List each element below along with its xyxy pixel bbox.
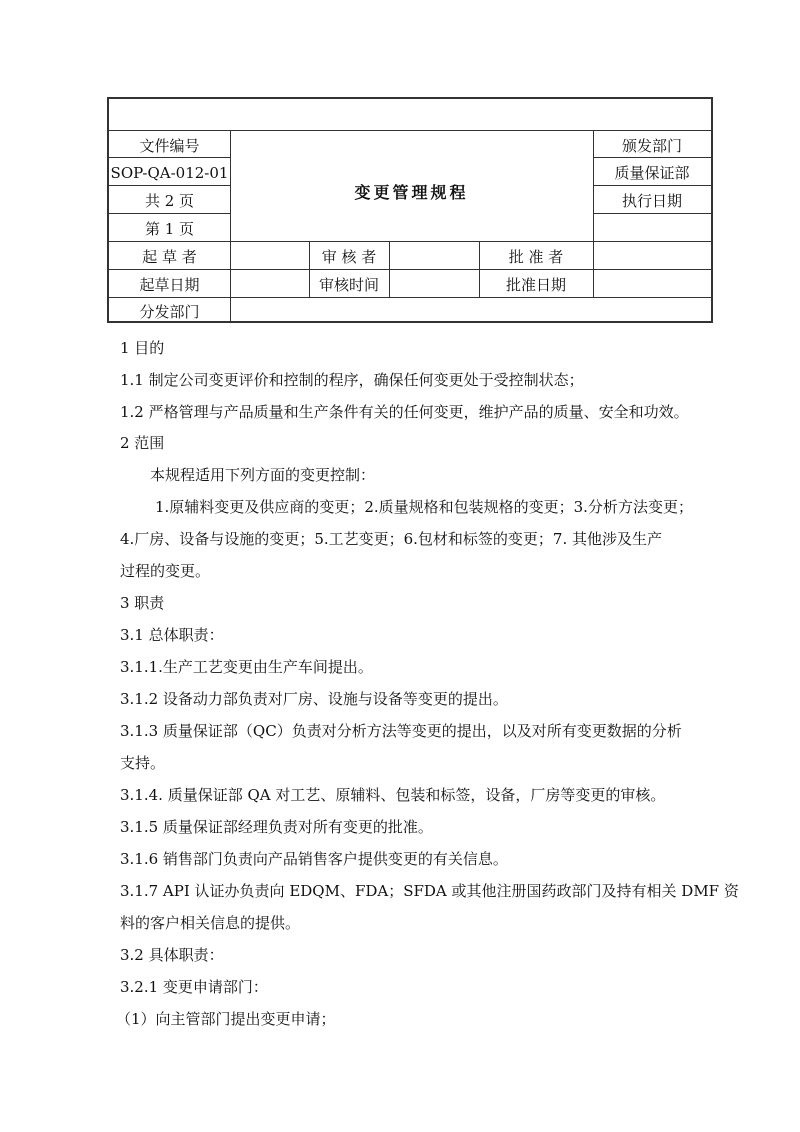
section-heading: 3 职责	[120, 594, 165, 612]
paragraph-line: 过程的变更。	[120, 562, 211, 580]
col-divider	[593, 130, 594, 297]
total-pages: 共 2 页	[144, 192, 195, 210]
subsection-heading: 3.1 总体职责：	[120, 626, 224, 644]
section-heading: 1 目的	[120, 339, 165, 357]
paragraph-line: 3.1.6 销售部门负责向产品销售客户提供变更的有关信息。	[120, 850, 508, 868]
reviewer-label: 审 核 者	[321, 248, 377, 266]
effective-date-label: 执行日期	[621, 192, 682, 210]
paragraph-line: （1）向主管部门提出变更申请；	[116, 1010, 336, 1028]
col-divider	[389, 241, 390, 297]
document-title: 变更管理规程	[354, 183, 469, 202]
paragraph-line: 料的客户相关信息的提供。	[120, 914, 301, 932]
paragraph-line: 3.1.5 质量保证部经理负责对所有变更的批准。	[120, 818, 433, 836]
header-table	[107, 97, 713, 323]
approve-date-label: 批准日期	[505, 276, 566, 294]
row-divider	[109, 269, 711, 270]
paragraph-line: 1.2 严格管理与产品质量和生产条件有关的任何变更，维护产品的质量、安全和功效。	[120, 403, 689, 421]
draft-date-label: 起草日期	[139, 276, 200, 294]
section-heading: 2 范围	[120, 434, 165, 452]
col-divider	[230, 130, 231, 321]
page-number: 第 1 页	[144, 220, 195, 238]
paragraph-line: 支持。	[120, 754, 166, 772]
paragraph-line: 3.1.2 设备动力部负责对厂房、设施与设备等变更的提出。	[120, 690, 508, 708]
doc-no-value: SOP-QA-012-01	[110, 164, 229, 182]
paragraph-line: 4.厂房、设备与设施的变更；5.工艺变更；6.包材和标签的变更；7. 其他涉及生产	[120, 530, 663, 548]
row-divider	[109, 157, 230, 158]
distribution-label: 分发部门	[139, 303, 200, 321]
paragraph-line: 3.1.3 质量保证部（QC）负责对分析方法等变更的提出，以及对所有变更数据的分析	[120, 722, 682, 740]
paragraph-line: 1.1 制定公司变更评价和控制的程序，确保任何变更处于受控制状态；	[120, 371, 584, 389]
issuing-dept-value: 质量保证部	[614, 164, 690, 182]
row-divider	[109, 185, 230, 186]
row-divider	[593, 185, 711, 186]
paragraph-line: 1.原辅料变更及供应商的变更；2.质量规格和包装规格的变更；3.分析方法变更；	[155, 498, 693, 516]
row-divider	[593, 213, 711, 214]
paragraph-line: 3.1.7 API 认证办负责向 EDQM、FDA；SFDA 或其他注册国药政部门及持有相关 DMF 资	[120, 882, 739, 900]
row-divider	[109, 241, 711, 242]
paragraph-line: 本规程适用下列方面的变更控制：	[150, 466, 376, 484]
approver-label: 批 准 者	[508, 248, 564, 266]
subsection-heading: 3.2 具体职责：	[120, 946, 224, 964]
row-divider	[109, 130, 711, 131]
drafter-label: 起 草 者	[142, 248, 197, 266]
doc-no-label: 文件编号	[139, 137, 200, 155]
row-divider	[109, 297, 711, 298]
subsection-heading: 3.2.1 变更申请部门：	[120, 978, 268, 996]
paragraph-line: 3.1.1.生产工艺变更由生产车间提出。	[120, 658, 373, 676]
row-divider	[593, 157, 711, 158]
issuing-dept-label: 颁发部门	[621, 137, 682, 155]
paragraph-line: 3.1.4. 质量保证部 QA 对工艺、原辅料、包装和标签，设备，厂房等变更的审核。	[120, 786, 666, 804]
row-divider	[109, 213, 230, 214]
review-date-label: 审核时间	[318, 276, 379, 294]
